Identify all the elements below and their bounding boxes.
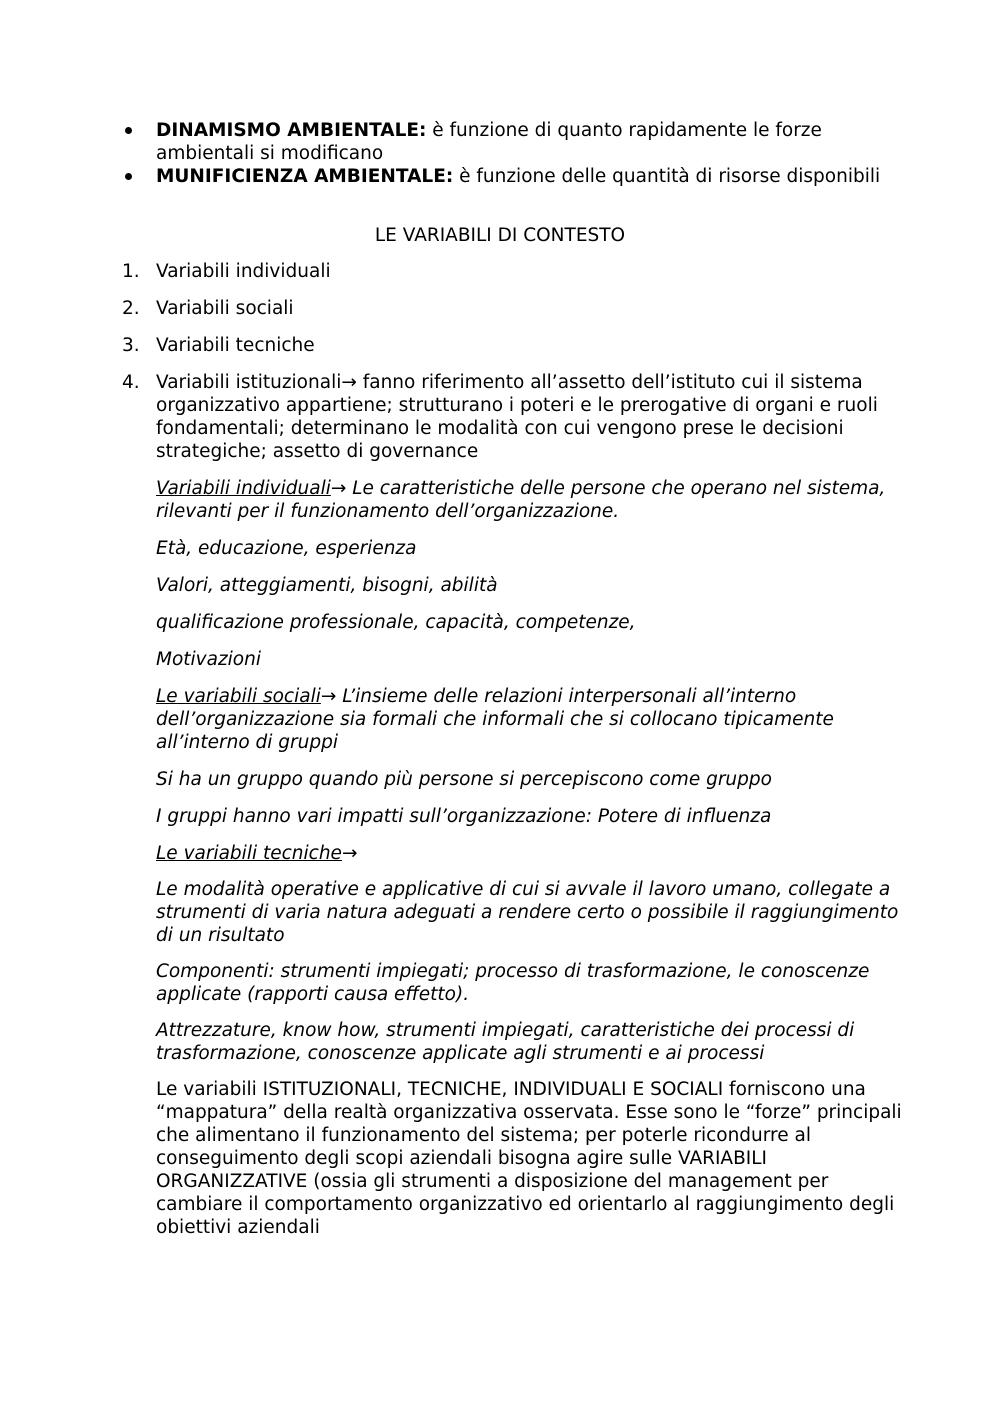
list-item-text: Variabili tecniche	[156, 335, 315, 356]
bullet-item-munificienza	[156, 165, 906, 188]
detail-text: → Le caratteristiche delle persone che operano nel sistema, rilevanti per il funzionamento dell’organizzazione.	[156, 478, 886, 522]
list-number: 4.	[122, 372, 140, 393]
detail-text: I gruppi hanno vari impatti sull’organizzazione: Potere di influenza	[156, 806, 772, 827]
list-item-text: Variabili istituzionali→ fanno riferimento all’assetto dell’istituto cui il sistema organizzativo appartiene; strutturano i poteri e le prerogative di organi e ruoli fondamentali; determinano le modalità con cui vengono prese le decisioni strategiche; assetto di governance	[156, 372, 878, 462]
bullet-dot-icon	[125, 127, 132, 134]
definition-dinamismo: è funzione di quanto rapidamente le forze ambientali si modificano	[156, 120, 822, 164]
detail-heading: Variabili individuali	[156, 478, 331, 499]
list-number: 1.	[122, 261, 140, 282]
list-number: 3.	[122, 335, 140, 356]
section-title: LE VARIABILI DI CONTESTO	[374, 225, 626, 246]
list-item-text: Variabili sociali	[156, 298, 294, 319]
detail-text: Motivazioni	[156, 649, 261, 670]
detail-text: Età, educazione, esperienza	[156, 538, 417, 559]
numbered-item	[122, 260, 906, 283]
detail-heading: Le variabili tecniche	[156, 843, 342, 864]
bullet-dot-icon	[125, 173, 132, 180]
term-dinamismo: DINAMISMO AMBIENTALE:	[156, 120, 427, 141]
detail-item	[156, 611, 906, 634]
arrow-icon: →	[341, 843, 358, 864]
detail-text: qualificazione professionale, capacità, competenze,	[156, 612, 636, 633]
document-body	[122, 119, 906, 1239]
bullet-item-dinamismo	[156, 119, 906, 165]
list-item-text: Variabili individuali	[156, 261, 331, 282]
detail-item	[156, 648, 906, 671]
definition-munificienza: è funzione delle quantità di risorse disponibili	[453, 166, 881, 187]
detail-item-tecniche	[156, 842, 906, 865]
paragraph-closing: Le variabili ISTITUZIONALI, TECNICHE, INDIVIDUALI E SOCIALI forniscono una “mappatura” della realtà organizzativa osservata. Esse sono le “forze” principali che alimentano il funzionamento del sistema; per poterle ricondurre al conseguimento degli scopi aziendali bisogna agire sulle VARIABILI ORGANIZZATIVE (ossia gli strumenti a disposizione del management per cambiare il comportamento organizzativo ed orientarlo al raggiungimento degli obiettivi aziendali	[156, 1079, 902, 1238]
detail-item	[156, 574, 906, 597]
detail-text: Si ha un gruppo quando più persone si percepiscono come gruppo	[156, 769, 772, 790]
term-munificienza: MUNIFICIENZA AMBIENTALE:	[156, 166, 454, 187]
detail-heading: Le variabili sociali	[156, 686, 321, 707]
detail-item-sociali	[156, 685, 906, 754]
paragraph-tecniche-attrezzature: Attrezzature, know how, strumenti impiegati, caratteristiche dei processi di trasformazione, conoscenze applicate agli strumenti e ai processi	[156, 1020, 855, 1064]
detail-item	[156, 768, 906, 791]
paragraph-tecniche-componenti: Componenti: strumenti impiegati; processo di trasformazione, le conoscenze applicate (rapporti causa effetto).	[156, 961, 870, 1005]
detail-text: Valori, atteggiamenti, bisogni, abilità	[156, 575, 498, 596]
list-number: 2.	[122, 298, 140, 319]
detail-item	[156, 805, 906, 828]
numbered-item	[122, 297, 906, 320]
detail-item-individuali	[156, 477, 906, 523]
detail-item	[156, 537, 906, 560]
detail-text: → L’insieme delle relazioni interpersonali all’interno dell’organizzazione sia formali che informali che si collocano tipicamente all’interno di gruppi	[156, 686, 834, 753]
numbered-item	[122, 334, 906, 357]
numbered-item	[122, 371, 906, 463]
paragraph-tecniche-definizione: Le modalità operative e applicative di cui si avvale il lavoro umano, collegate a strumenti di varia natura adeguati a rendere certo o possibile il raggiungimento di un risultato	[156, 879, 899, 946]
